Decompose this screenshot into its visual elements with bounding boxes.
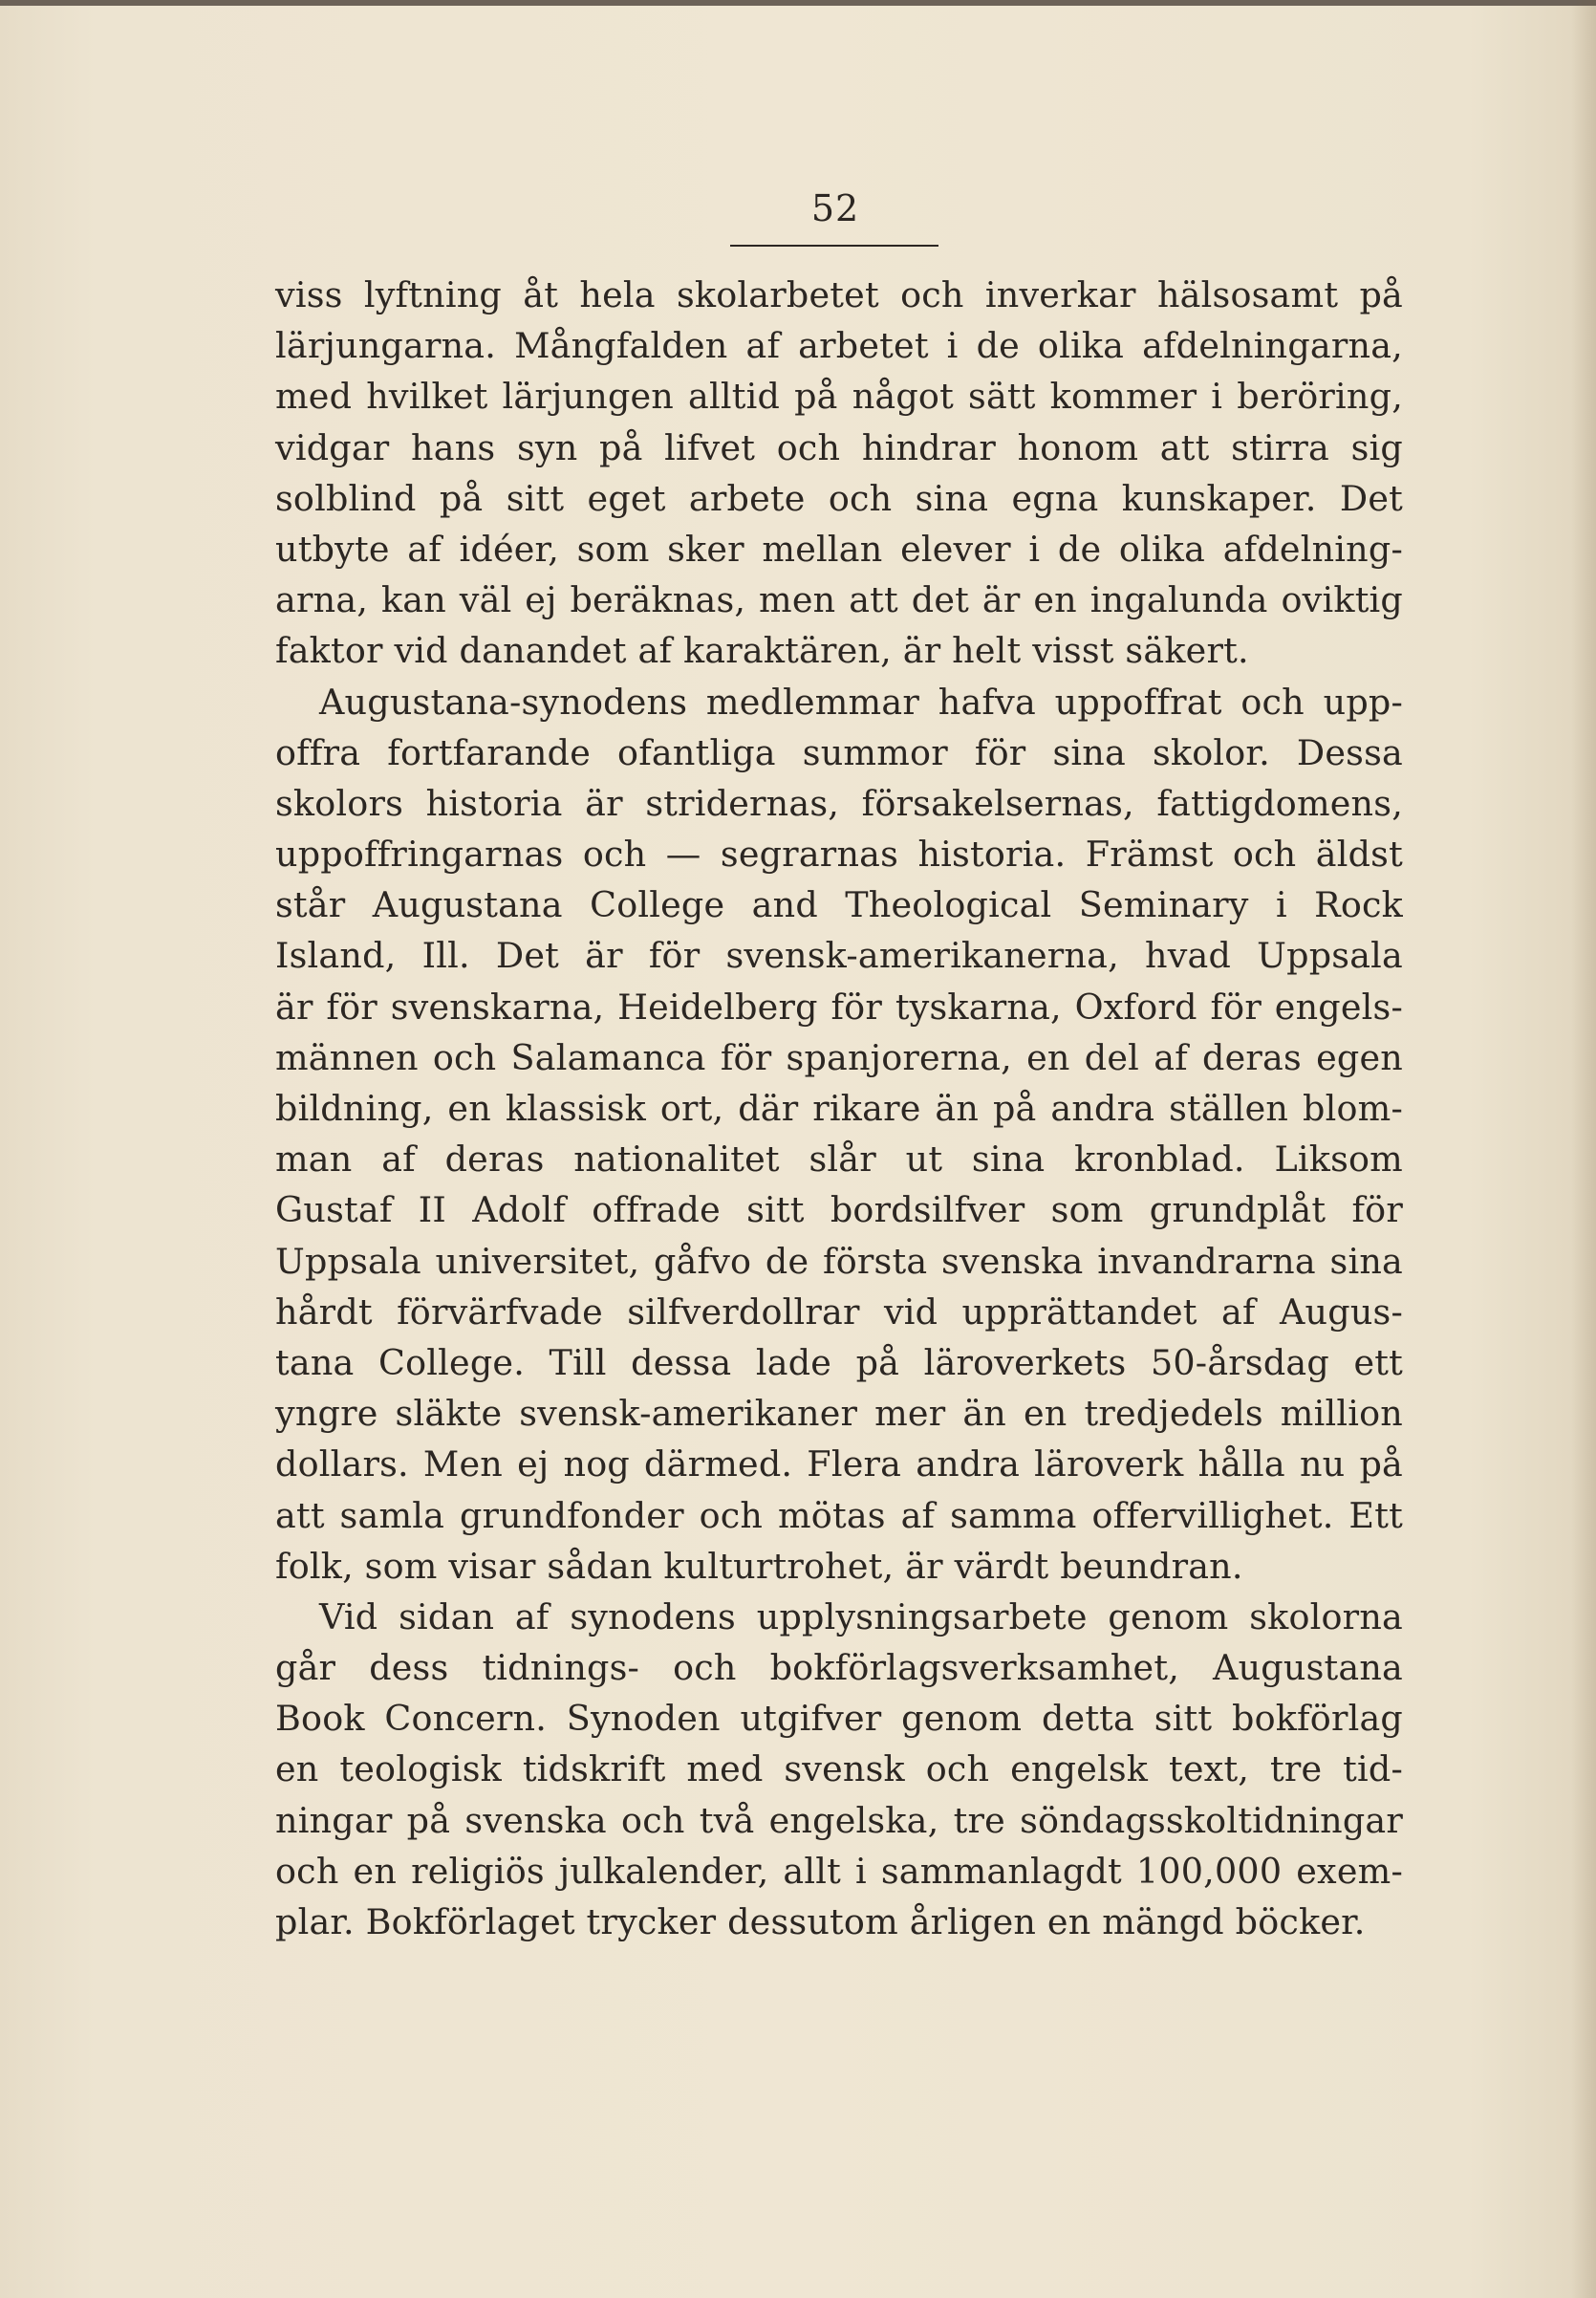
- text-line: lärjungarna. Mångfalden af arbetet i de olika afdelningarna,: [275, 325, 1403, 367]
- text-line: en teologisk tidskrift med svensk och engelsk text, tre tid-: [275, 1748, 1403, 1790]
- page-top-edge: [0, 0, 1596, 6]
- text-line: solblind på sitt eget arbete och sina egna kunskaper. Det: [275, 477, 1403, 519]
- text-line: offra fortfarande ofantliga summor för sina skolor. Dessa: [275, 731, 1403, 773]
- body-text: [275, 270, 1403, 1947]
- text-line: Augustana-synodens medlemmar hafva uppoffrat och upp-: [319, 681, 1403, 723]
- text-line: man af deras nationalitet slår ut sina kronblad. Liksom: [275, 1138, 1403, 1181]
- page-number-rule: [730, 245, 938, 247]
- text-line: männen och Salamanca för spanjorerna, en del af deras egen: [275, 1036, 1403, 1078]
- text-line: viss lyftning åt hela skolarbetet och inverkar hälsosamt på: [275, 274, 1403, 315]
- text-line: faktor vid danandet af karaktären, är helt visst säkert.: [275, 630, 1249, 672]
- text-line: Book Concern. Synoden utgifver genom detta sitt bokförlag: [275, 1698, 1403, 1740]
- text-line: dollars. Men ej nog därmed. Flera andra läroverk hålla nu på: [275, 1443, 1403, 1485]
- text-line: hårdt förvärfvade silfverdollrar vid upprättandet af Augus-: [275, 1290, 1403, 1333]
- text-line: är för svenskarna, Heidelberg för tyskarna, Oxford för engels-: [275, 986, 1403, 1028]
- paragraph: [275, 677, 1403, 1592]
- text-line: arna, kan väl ej beräknas, men att det är en ingalunda oviktig: [275, 579, 1403, 621]
- text-line: Vid sidan af synodens upplysningsarbete genom skolorna: [319, 1595, 1403, 1637]
- text-line: ningar på svenska och två engelska, tre söndagsskoltidningar: [275, 1799, 1403, 1841]
- text-line: yngre släkte svensk-amerikaner mer än en tredjedels million: [275, 1393, 1403, 1435]
- text-line: plar. Bokförlaget trycker dessutom årligen en mängd böcker.: [275, 1901, 1366, 1942]
- text-line: Island, Ill. Det är för svensk-amerikanerna, hvad Uppsala: [275, 935, 1403, 977]
- text-line: Gustaf II Adolf offrade sitt bordsilfver som grundplåt för: [275, 1189, 1403, 1231]
- text-line: bildning, en klassisk ort, där rikare än på andra ställen blom-: [275, 1088, 1403, 1129]
- paragraph: [275, 270, 1403, 677]
- page-gutter-shadow: [1571, 0, 1596, 2298]
- text-line: tana College. Till dessa lade på läroverkets 50-årsdag ett: [275, 1341, 1403, 1383]
- page-number: 52: [810, 187, 860, 229]
- text-line: skolors historia är stridernas, försakelsernas, fattigdomens,: [275, 782, 1403, 824]
- text-line: folk, som visar sådan kulturtrohet, är värdt beundran.: [275, 1545, 1243, 1587]
- text-line: Uppsala universitet, gåfvo de första svenska invandrarna sina: [275, 1240, 1403, 1282]
- text-line: med hvilket lärjungen alltid på något sätt kommer i beröring,: [275, 376, 1403, 418]
- text-line: uppoffringarnas och — segrarnas historia. Främst och äldst: [275, 834, 1403, 876]
- text-line: utbyte af idéer, som sker mellan elever i de olika afdelning-: [275, 528, 1403, 570]
- text-line: vidgar hans syn på lifvet och hindrar honom att stirra sig: [275, 426, 1403, 468]
- text-line: står Augustana College and Theological Seminary i Rock: [275, 884, 1403, 926]
- text-line: att samla grundfonder och mötas af samma offervillighet. Ett: [275, 1494, 1403, 1536]
- text-line: går dess tidnings- och bokförlagsverksamhet, Augustana: [275, 1647, 1403, 1689]
- text-line: och en religiös julkalender, allt i sammanlagdt 100,000 exem-: [275, 1850, 1403, 1892]
- paragraph: [275, 1592, 1403, 1947]
